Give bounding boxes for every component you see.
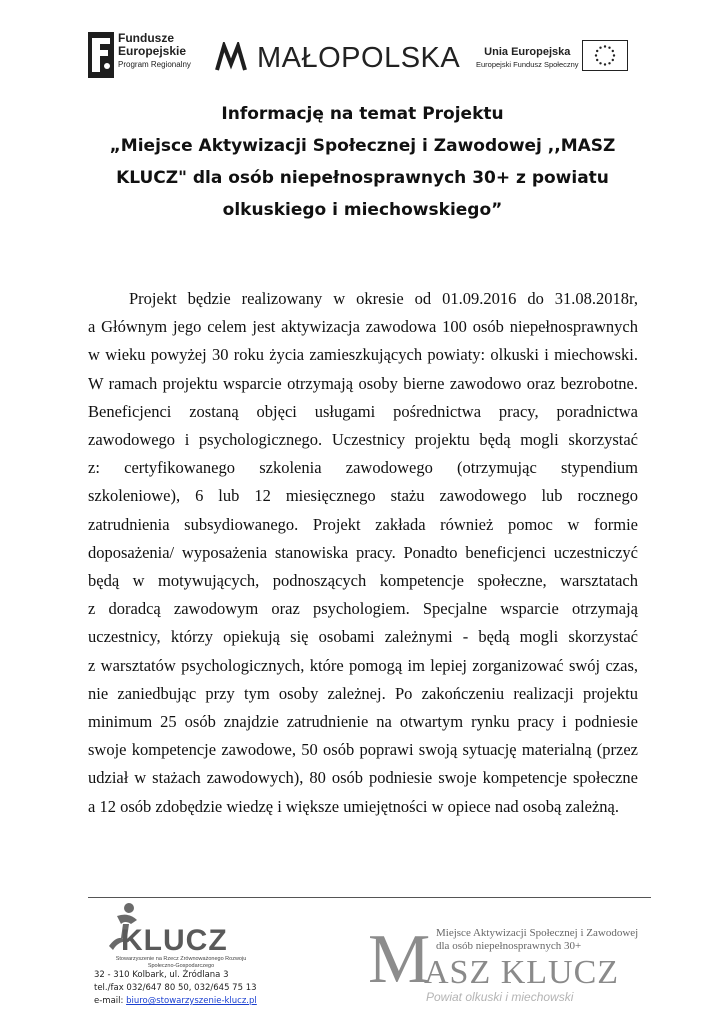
masz-klucz-logo-big: ASZ KLUCZ bbox=[424, 954, 620, 991]
ue-logo-text bbox=[476, 46, 579, 70]
ue-logo-line1: Unia Europejska bbox=[484, 46, 571, 58]
title-line: KLUCZ" dla osób niepełnosprawnych 30+ z powiatu bbox=[116, 168, 609, 188]
masz-klucz-logo-initial: M bbox=[368, 921, 431, 998]
body-line: nie zaniedbując przy tym osoby zależnej. Po zakończeniu realizacji projektu bbox=[88, 683, 638, 703]
fe-logo-line3: Program Regionalny bbox=[118, 60, 191, 69]
masz-klucz-logo bbox=[366, 921, 639, 1006]
body-line: będą w motywujących, podnoszących kompetencje społeczne, warsztatach bbox=[88, 571, 638, 591]
body-paragraph bbox=[88, 285, 638, 821]
body-line: zatrudnienia subsydiowanego. Projekt zakłada również pomoc w formie bbox=[88, 514, 638, 534]
body-line: zawodowego i psychologicznego. Uczestnicy projektu będą mogli skorzystać bbox=[88, 430, 638, 450]
contact-block bbox=[94, 969, 257, 1008]
document-title bbox=[70, 98, 655, 226]
masz-klucz-logo-small1: Miejsce Aktywizacji Społecznej i Zawodowej bbox=[436, 927, 639, 939]
body-line: szkoleniowe), 6 lub 12 miesięcznego stażu zawodowego lub rocznego bbox=[88, 486, 638, 506]
footer-divider bbox=[88, 897, 651, 898]
masz-klucz-logo-small2: dla osób niepełnosprawnych 30+ bbox=[436, 940, 582, 952]
klucz-logo-name: KLUCZ bbox=[121, 924, 228, 957]
body-line: Beneficjenci zostaną objęci usługami pośrednictwa pracy, poradnictwa bbox=[88, 401, 638, 421]
klucz-association-logo bbox=[85, 902, 295, 974]
fe-logo-line1: Fundusze bbox=[118, 31, 174, 45]
body-line: uczestnicy, którzy opiekują się osobami zależnymi - będą mogli skorzystać bbox=[88, 627, 638, 647]
body-line: a Głównym jego celem jest aktywizacja zawodowa 100 osób niepełnosprawnych bbox=[88, 317, 638, 337]
eu-flag-icon bbox=[582, 40, 628, 71]
malopolska-text: MAŁOPOLSKA bbox=[257, 42, 461, 74]
contact-email-row bbox=[94, 995, 257, 1008]
title-line: olkuskiego i miechowskiego” bbox=[222, 200, 503, 220]
fundusze-europejskie-mark-icon bbox=[88, 32, 114, 78]
malopolska-mark-icon bbox=[215, 42, 251, 72]
title-line: Informację na temat Projektu bbox=[221, 104, 504, 124]
body-line: Projekt będzie realizowany w okresie od 01.09.2016 do 31.08.2018r, bbox=[129, 289, 638, 308]
contact-address: 32 - 310 Kolbark, ul. Źródlana 3 bbox=[94, 970, 229, 980]
ue-logo-line2: Europejski Fundusz Społeczny bbox=[476, 60, 579, 69]
body-line: udział w stażach zawodowych), 80 osób podniesie swoje kompetencje społeczne bbox=[88, 768, 638, 788]
klucz-logo-sub2: Społeczno-Gospodarczego bbox=[147, 963, 215, 969]
fe-logo-line2: Europejskie bbox=[118, 44, 187, 58]
masz-klucz-logo-bottom: Powiat olkuski i miechowski bbox=[426, 990, 574, 1004]
contact-email-label: e-mail: bbox=[94, 996, 127, 1006]
fundusze-europejskie-logo bbox=[88, 30, 203, 80]
body-line: W ramach projektu wsparcie otrzymają osoby bierne zawodowo oraz bezrobotne. bbox=[88, 373, 638, 393]
body-line: z: certyfikowanego szkolenia zawodowego (otrzymując stypendium bbox=[88, 458, 638, 478]
body-line: minimum 25 osób znajdzie zatrudnienie na otwartym rynku pracy i podniesie bbox=[88, 712, 638, 732]
body-line: a 12 osób zdobędzie wiedzę i większe umiejętności w opiece nad osobą zależną. bbox=[88, 796, 619, 816]
body-line: w wieku powyżej 30 roku życia zamieszkujących powiaty: olkuski i miechowski. bbox=[88, 345, 638, 365]
title-line: „Miejsce Aktywizacji Społecznej i Zawodowej ,,MASZ bbox=[109, 136, 616, 156]
body-line: swoje kompetencje zawodowe, 50 osób poprawi swoją sytuację materialną (przez bbox=[88, 740, 638, 760]
body-line: z doradcą zawodowym oraz psychologiem. Specjalne wsparcie otrzymają bbox=[88, 599, 638, 619]
contact-email-link[interactable]: biuro@stowarzyszenie-klucz.pl bbox=[126, 996, 257, 1006]
contact-phone: tel./fax 032/647 80 50, 032/645 75 13 bbox=[94, 983, 257, 993]
klucz-logo-sub1: Stowarzyszenie na Rzecz Zrównoważonego Rozwoju bbox=[115, 956, 247, 962]
body-line: z warsztatów psychologicznych, które pomogą im lepiej zorganizować swój czas, bbox=[88, 655, 638, 675]
header bbox=[0, 0, 725, 90]
body-line: doposażenia/ wyposażenia stanowiska pracy. Ponadto beneficjenci uczestniczyć bbox=[88, 542, 638, 562]
